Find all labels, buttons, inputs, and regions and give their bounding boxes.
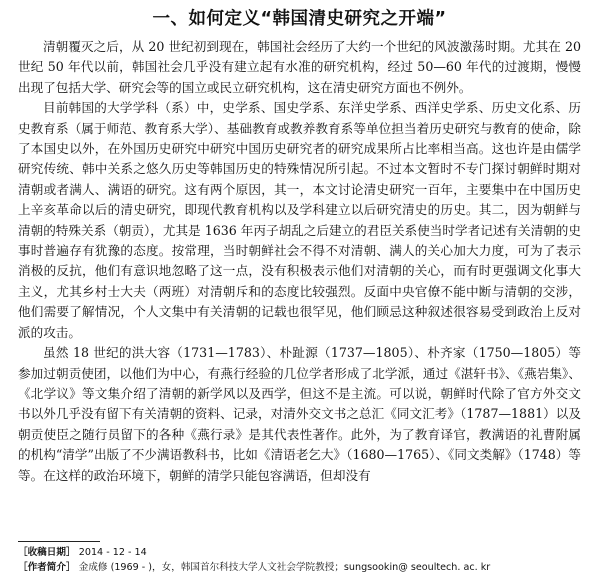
paragraph-3: 虽然 18 世纪的洪大容（1731—1783）、朴趾源（1737—1805）、朴齐家（1750—1805）等参加过朝贡使团，以他们为中心，有燕行经验的几位学者形成了北学派，通过《湛轩书》、《燕岩集》、《北学议》等文集介绍了清朝的新学风以及西学，但这不是主流。可以说，朝鲜时代除了官方外交文书以外几乎没有留下有关清朝的资料、记录，对清外交文书之总汇《同文汇考》（1787—1881）以及朝贡使臣之随行员留下的各种《燕行录》是其代表性著作。此外，为了教育译官，教满语的礼曹附属的机构“清学”出版了不少满语教科书，比如《清语老乞大》（1680—1765）、《同文类解》（1748）等等。在这样的政治环境下，朝鲜的清学只能包容满语，但却没有 [18,345,581,483]
received-date-value: 2014 - 12 - 14 [78,547,147,558]
footnotes [18,546,583,575]
paragraph-1: 清朝覆灭之后，从 20 世纪初到现在，韩国社会经历了大约一个世纪的风波激荡时期。尤其在 20 世纪 50 年代以前，韩国社会几乎没有建立起有水准的研究机构，经过 50—60 年代的过渡期，慢慢出现了包括大学、研究会等的国立或民立研究机构，这在清史研究方面也不例外。 [18,39,581,95]
paragraph-2: 目前韩国的大学学科（系）中，史学系、国史学系、东洋史学系、西洋史学系、历史文化系、历史教育系（属于师范、教育系大学）、基础教育或教养教育系等单位担当着历史研究与教育的使命，除了本国史以外，在外国历史研究中研究中国历史研究者的研究成果所占比率相当高。这也许是由儒学研究传统、韩中关系之悠久历史等韩国历史的特殊情况所引起。不过本文暂时不专门探讨朝鲜时期对清朝或者满人、满语的研究。这有两个原因，其一，本文讨论清史研究一百年，主要集中在中国历史上辛亥革命以后的清史研究，即现代教育机构以及学科建立以后研究清史的历史。其二，因为朝鲜与清朝的特殊关系（朝贡），尤其是 1636 年丙子胡乱之后建立的君臣关系使当时学者记述有关清朝的史事时普遍存有犹豫的态度。按常理，当时朝鲜社会不得不对清朝、满人的关心加大力度，可为了表示消极的反抗，他们有意识地忽略了这一点，没有积极表示他们对清朝的关心，而有时更强调文化事大主义，尤其乡村士大夫（两班）对清朝斥和的态度比较强烈。反面中央官僚不能中断与清朝的交涉，他们需要了解情况，个人文集中有关清朝的记载也很罕见，他们顾忌这种叙述很容易受到政治上反对派的攻击。 [18,100,581,340]
author-note [18,561,583,576]
author-label: ［作者简介］ [18,561,76,573]
author-value: 金成修 (1969 - )，女，韩国首尔科技大学人文社会学院教授；sungsookin@ seoultech. ac. kr [78,561,491,573]
received-date-label: ［收稿日期］ [18,547,76,558]
section-title: 一、如何定义“韩国清史研究之开端” [152,9,447,29]
received-date-note [18,546,583,561]
footnote-divider [18,541,100,542]
